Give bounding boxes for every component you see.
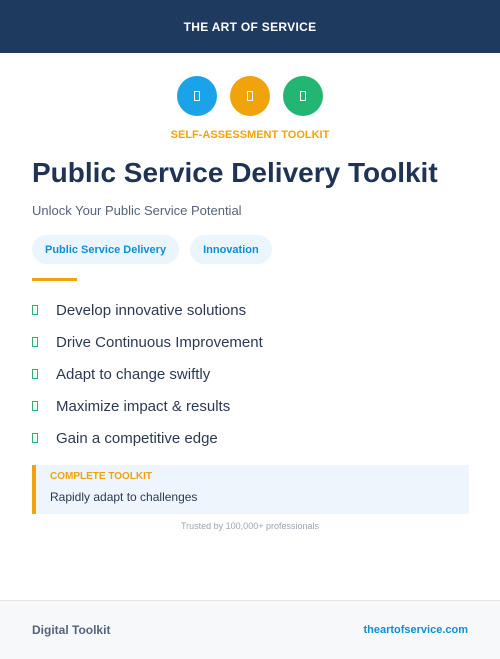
eyebrow-label: SELF-ASSESSMENT TOOLKIT xyxy=(170,129,330,141)
header-bar xyxy=(0,0,500,53)
tag-innovation: Innovation xyxy=(190,235,272,264)
icon-row xyxy=(0,76,500,116)
feature-label: Maximize impact & results xyxy=(56,397,231,415)
feature-item xyxy=(32,422,263,454)
feature-item xyxy=(32,326,263,358)
document-icon xyxy=(177,76,217,116)
footer-bar xyxy=(0,600,500,659)
feature-label: Develop innovative solutions xyxy=(56,301,247,319)
check-icon xyxy=(32,369,38,379)
feature-label: Adapt to change swiftly xyxy=(56,365,211,383)
brand-title: THE ART OF SERVICE xyxy=(183,19,317,34)
accent-divider xyxy=(32,278,77,281)
document-icon xyxy=(230,76,270,116)
check-icon xyxy=(32,305,38,315)
feature-list xyxy=(32,294,263,454)
feature-label: Gain a competitive edge xyxy=(56,429,218,447)
check-icon xyxy=(32,337,38,347)
feature-label: Drive Continuous Improvement xyxy=(56,333,263,351)
page-title: Public Service Delivery Toolkit xyxy=(32,157,438,188)
callout-text: Rapidly adapt to challenges xyxy=(50,490,198,504)
tag-list xyxy=(32,235,272,264)
feature-item xyxy=(32,358,263,390)
callout-label: COMPLETE TOOLKIT xyxy=(50,471,153,482)
page-subtitle: Unlock Your Public Service Potential xyxy=(32,203,242,218)
feature-item xyxy=(32,294,263,326)
footer-website-link[interactable]: theartofservice.com xyxy=(363,624,468,636)
feature-item xyxy=(32,390,263,422)
check-icon xyxy=(32,433,38,443)
toolkit-callout xyxy=(32,465,469,514)
document-icon xyxy=(283,76,323,116)
tag-public-service-delivery: Public Service Delivery xyxy=(32,235,179,264)
footer-label: Digital Toolkit xyxy=(32,623,111,637)
check-icon xyxy=(32,401,38,411)
trust-note: Trusted by 100,000+ professionals xyxy=(180,521,319,531)
